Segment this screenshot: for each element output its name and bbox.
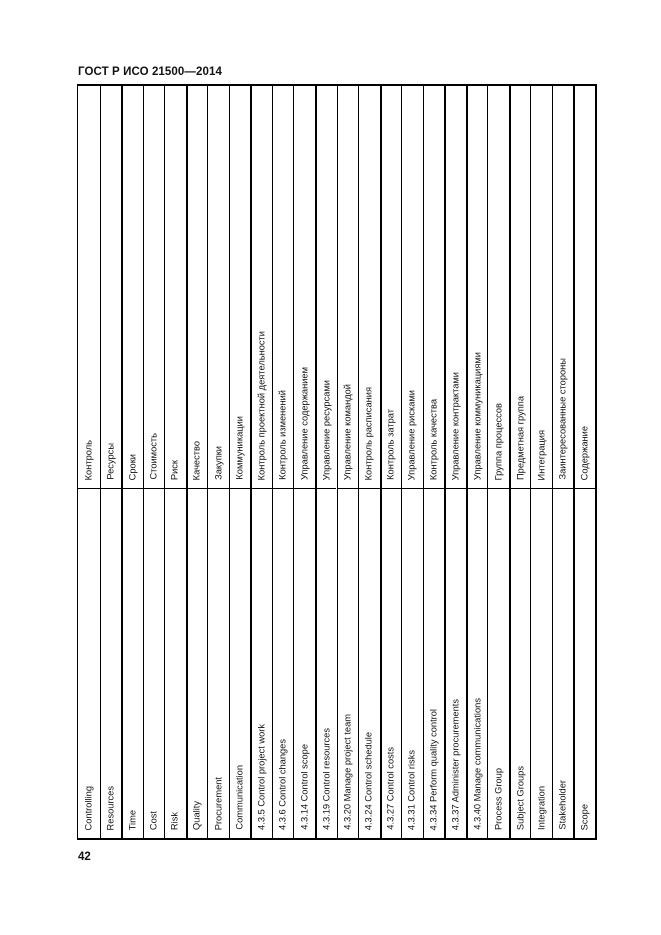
english-term-cell <box>252 489 272 838</box>
russian-term: Предметная группа <box>514 395 525 480</box>
english-term-cell <box>359 489 380 838</box>
russian-term: Качество <box>191 440 202 480</box>
russian-term-cell <box>165 86 186 489</box>
russian-term-cell <box>575 86 595 489</box>
english-term-cell <box>188 489 208 838</box>
english-term: 4.3.5 Control project work <box>256 724 267 830</box>
english-term-cell <box>575 489 595 838</box>
russian-term-cell <box>468 86 488 489</box>
document-header: ГОСТ Р ИСО 21500—2014 <box>78 66 223 78</box>
english-term-cell <box>144 489 165 838</box>
table-row <box>401 86 423 838</box>
table-row <box>164 86 186 838</box>
russian-term-cell <box>230 86 251 489</box>
english-term-cell <box>165 489 186 838</box>
russian-term-cell <box>317 86 337 489</box>
russian-term: Управление содержанием <box>299 366 310 480</box>
russian-term: Управление ресурсами <box>321 379 332 480</box>
english-term: Communication <box>234 765 245 830</box>
russian-term: Стоимость <box>148 433 159 480</box>
english-term-cell <box>338 489 359 838</box>
english-term: Process Group <box>492 767 503 830</box>
english-term: 4.3.14 Control scope <box>299 744 310 830</box>
russian-term: Коммуникации <box>234 416 245 480</box>
table-row <box>358 86 380 838</box>
russian-term: Интеграция <box>535 429 546 480</box>
russian-term: Контроль качества <box>428 398 439 480</box>
table-row <box>186 86 208 838</box>
russian-term: Содержание <box>579 425 590 480</box>
english-term: 4.3.19 Control resources <box>321 728 332 830</box>
russian-term-cell <box>208 86 229 489</box>
russian-term-cell <box>382 86 402 489</box>
english-term: Subject Groups <box>514 765 525 830</box>
english-term: Scope <box>579 803 590 830</box>
russian-term: Контроль проектной деятельности <box>256 330 267 480</box>
english-term: Cost <box>148 810 159 830</box>
russian-term: Контроль затрат <box>385 409 396 480</box>
english-term: Procurement <box>212 776 223 830</box>
russian-term-cell <box>446 86 466 489</box>
russian-term-cell <box>123 86 143 489</box>
english-term-cell <box>511 489 531 838</box>
english-term-cell <box>488 489 509 838</box>
table-row <box>250 86 272 838</box>
english-term: Resources <box>105 785 116 830</box>
english-term-cell <box>446 489 466 838</box>
english-term: 4.3.34 Perform quality control <box>428 708 439 830</box>
english-term-cell <box>468 489 488 838</box>
russian-term-cell <box>553 86 574 489</box>
russian-term: Контроль <box>83 439 94 480</box>
english-term: 4.3.27 Control costs <box>385 747 396 830</box>
english-term: Quality <box>191 801 202 830</box>
table-row <box>143 86 165 838</box>
english-term-cell <box>382 489 402 838</box>
russian-term-cell <box>424 86 445 489</box>
english-term: 4.3.20 Manage project team <box>342 714 353 830</box>
russian-term-cell <box>402 86 423 489</box>
russian-term-cell <box>294 86 315 489</box>
table-row <box>100 86 122 838</box>
english-term-cell <box>101 489 122 838</box>
table-row <box>552 86 574 838</box>
russian-term: Управление коммуникациями <box>471 351 482 480</box>
page-number: 42 <box>78 851 91 863</box>
russian-term: Заинтересованные стороны <box>557 358 568 480</box>
russian-term: Риск <box>169 459 180 480</box>
table-row <box>229 86 251 838</box>
russian-term: Контроль изменений <box>277 390 288 480</box>
english-term: 4.3.24 Control schedule <box>363 731 374 830</box>
russian-term-cell <box>188 86 208 489</box>
table-row <box>78 86 100 838</box>
english-term: 4.3.31 Control risks <box>406 749 417 830</box>
english-term: Risk <box>169 811 180 830</box>
russian-term: Группа процессов <box>492 402 503 480</box>
english-term-cell <box>208 489 229 838</box>
table-row <box>337 86 359 838</box>
russian-term: Закупки <box>212 446 223 480</box>
table-row <box>466 86 488 838</box>
english-term-cell <box>230 489 251 838</box>
english-term-cell <box>294 489 315 838</box>
table-row <box>530 86 552 838</box>
english-term-cell <box>553 489 574 838</box>
english-term: Controlling <box>83 785 94 830</box>
english-term: Stakeholder <box>557 780 568 830</box>
english-term: 4.3.6 Control changes <box>277 739 288 830</box>
russian-term-cell <box>511 86 531 489</box>
russian-term-cell <box>488 86 509 489</box>
russian-term-cell <box>252 86 272 489</box>
russian-term-cell <box>338 86 359 489</box>
table-row <box>121 86 143 838</box>
russian-term-cell <box>531 86 552 489</box>
table-row <box>293 86 315 838</box>
table-row <box>509 86 531 838</box>
english-term-cell <box>78 489 100 838</box>
russian-term-cell <box>78 86 100 489</box>
russian-term: Управление рисками <box>406 389 417 480</box>
english-term-cell <box>402 489 423 838</box>
russian-term: Сроки <box>127 453 138 480</box>
table-row <box>487 86 509 838</box>
table-row <box>272 86 294 838</box>
terms-table <box>77 84 597 840</box>
russian-term-cell <box>144 86 165 489</box>
table-row <box>207 86 229 838</box>
russian-term-cell <box>273 86 294 489</box>
table-row <box>380 86 402 838</box>
english-term: 4.3.37 Administer procurements <box>450 698 461 830</box>
russian-term: Контроль расписания <box>363 386 374 480</box>
table-row <box>444 86 466 838</box>
english-term: Integration <box>535 786 546 830</box>
english-term: Time <box>127 809 138 830</box>
english-term: 4.3.40 Manage communications <box>471 698 482 830</box>
english-term-cell <box>123 489 143 838</box>
english-term-cell <box>273 489 294 838</box>
russian-term-cell <box>101 86 122 489</box>
english-term-cell <box>317 489 337 838</box>
table-row <box>573 86 595 838</box>
russian-term: Управление командой <box>342 383 353 480</box>
english-term-cell <box>424 489 445 838</box>
russian-term: Ресурсы <box>105 443 116 480</box>
russian-term: Управление контрактами <box>450 371 461 480</box>
russian-term-cell <box>359 86 380 489</box>
english-term-cell <box>531 489 552 838</box>
table-row <box>423 86 445 838</box>
table-row <box>315 86 337 838</box>
